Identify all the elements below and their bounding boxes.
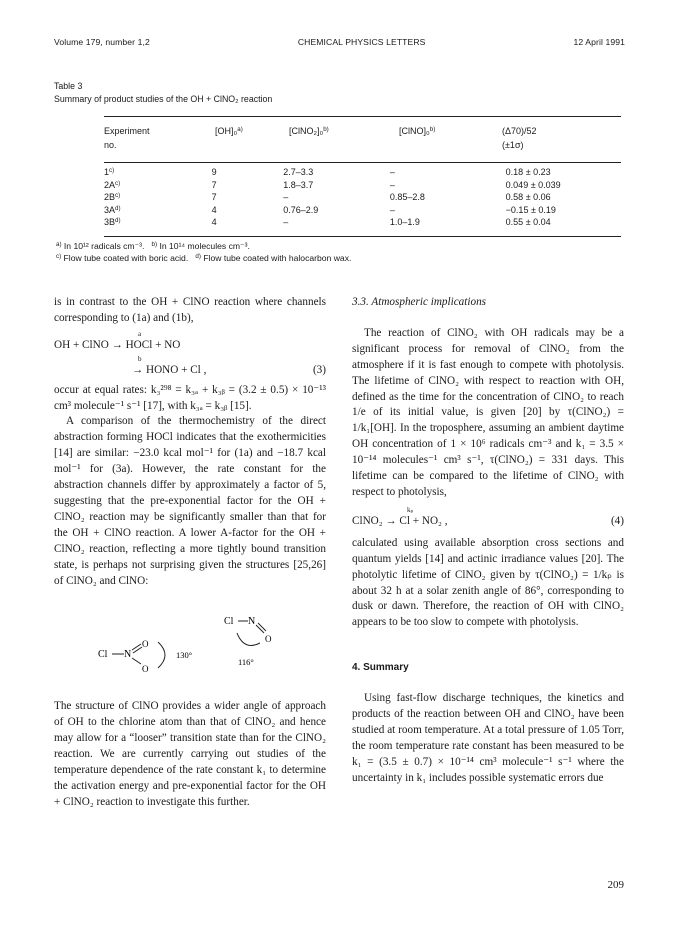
cell-clno2: 0.76–2.9: [283, 204, 319, 215]
footnote-c: Flow tube coated with boric acid.: [63, 252, 189, 263]
footnote-b: In 10¹⁴ molecules cm⁻³.: [159, 240, 250, 251]
table-row: [104, 180, 621, 193]
col-header-clno2: [ClNO₂]₀$^{b)}$: [289, 126, 329, 136]
cell-experiment: 1$^{c)}$: [104, 167, 115, 177]
cell-oh: 4: [211, 204, 217, 215]
eq4-rate-label: kₚ: [407, 505, 414, 514]
clno-angle-arc: [237, 633, 260, 645]
paragraph-photolysis: calculated using available absorption cross sections and quantum yields [14] and actinic irradiance values [20]. The photolytic lifetime of ClNO₂ given by τ(ClNO₂) = 1/kₚ is about 32 h at a solar zenith angle of 86°, corresponding to dusk or dawn. Therefore, the reaction of OH with ClNO₂ appears to be too slow to compete with photolysis.: [352, 536, 624, 629]
issue-date: 12 April 1991: [573, 37, 625, 47]
cell-experiment: 2A$^{c)}$: [104, 179, 121, 190]
journal-name: CHEMICAL PHYSICS LETTERS: [297, 37, 426, 47]
paragraph-rates: occur at equal rates: k₃²⁹⁸ = k₃ₐ + k₃ᵦ = (3.2 ± 0.5) × 10⁻¹³ cm³ molecule⁻¹ s⁻¹ [17], with k₃ₐ = k₃ᵦ [15].: [54, 383, 326, 412]
eq3-line-b: → HONO + Cl , (3): [54, 363, 326, 379]
eq4-number: (4): [610, 514, 624, 527]
cell-experiment: 3A$^{d)}$: [104, 204, 121, 215]
cell-clno: –: [389, 179, 395, 190]
eq3-branch-a-label: a: [138, 329, 142, 338]
cell-clno2: –: [283, 192, 289, 202]
cell-ratio: −0.15 ± 0.19: [505, 204, 556, 215]
paragraph-thermochemistry: A comparison of the thermochemistry of the direct abstraction forming HOCl indicates that the exothermicities [14] are similar: −23.0 kcal mol⁻¹ for (1a) and −18.7 kcal mol⁻¹ for (3a). However, the rate constant for the abstraction channels differ by approximately a factor of 5, suggesting that the pre-exponential factor for the OH + ClNO₂ reaction may be significantly smaller than that for the OH + ClNO reaction. A lower A-factor for the OH + ClNO₂ reaction, reflecting a more tightly bound transition state, is perhaps not surprising given the structures [25,26] of ClNO₂ and ClNO:: [54, 415, 326, 587]
cell-ratio: 0.049 ± 0.039: [505, 179, 561, 190]
cell-clno2: –: [283, 217, 289, 227]
cell-ratio: 0.18 ± 0.23: [505, 167, 551, 177]
running-header: [54, 36, 625, 48]
cell-oh: 9: [211, 167, 217, 177]
table-title: Summary of product studies of the OH + ClNO₂ reaction: [54, 93, 273, 104]
table-row: [104, 167, 621, 180]
volume-number: Volume 179, number 1,2: [54, 37, 150, 47]
clno2-n-o-bond-2: [132, 658, 141, 664]
table-header-row: [104, 117, 621, 162]
cell-oh: 7: [211, 179, 217, 190]
footnote-d: Flow tube coated with halocarbon wax.: [203, 252, 352, 263]
cell-ratio: 0.58 ± 0.06: [505, 192, 551, 202]
cell-clno2: 2.7–3.3: [283, 167, 314, 177]
table-footnotes: $^{a)}$ In 10¹² radicals cm⁻³. $^{b)}$ In 10¹⁴ molecules cm⁻³. $^{c)}$ Flow tube coated with boric acid. $^{d)}$ Flow tube coated with halocarbon wax.: [56, 240, 352, 263]
table-row: [104, 192, 621, 205]
eq3-branch-b-label: b: [138, 354, 142, 363]
clno-n-label: N: [248, 616, 256, 628]
clno-angle-label: 116°: [238, 657, 254, 668]
left-column: [54, 295, 326, 811]
clno-n-o-bond: [256, 625, 264, 633]
col-header-clno: [ClNO]₀$^{b)}$: [399, 126, 436, 136]
eq3-number: (3): [312, 363, 326, 376]
footnote-a: In 10¹² radicals cm⁻³.: [63, 240, 145, 251]
col-header-ratio: (Δ70)/52 (±1σ): [502, 126, 537, 151]
eq3-line-a: OH + ClNO → HOCl + NO: [54, 338, 181, 351]
section-heading-summary: 4. Summary: [352, 662, 409, 674]
table-row: [104, 217, 621, 230]
table-label: Table 3: [54, 81, 83, 91]
clno2-angle-label: 130°: [176, 650, 193, 661]
cell-oh: 7: [211, 192, 217, 202]
col-header-experiment: Experiment no.: [104, 126, 150, 151]
clno2-n-label: N: [124, 649, 132, 661]
structure-diagram: [54, 589, 326, 699]
cell-experiment: 2B$^{c)}$: [104, 192, 121, 202]
eq4-line: ClNO₂ → Cl + NO₂ , (4): [352, 514, 624, 530]
clno2-o-bottom: O: [142, 664, 149, 675]
cell-clno: –: [389, 204, 395, 215]
cell-clno: 0.85–2.8: [389, 192, 425, 202]
product-studies-table: [56, 116, 621, 264]
clno-cl-label: Cl: [224, 616, 234, 628]
paragraph-contrast: is in contrast to the OH + ClNO reaction where channels corresponding to (1a) and (1b),: [54, 296, 326, 324]
page-number: 209: [607, 879, 624, 891]
table-caption: [54, 80, 272, 106]
cell-clno: –: [389, 167, 395, 177]
cell-clno2: 1.8–3.7: [283, 179, 314, 190]
paragraph-atmospheric: The reaction of ClNO₂ with OH radicals may be a significant process for removal of ClNO₂ from the atmosphere if it is fast enough to compete with photolysis. The lifetime of ClNO₂ with respect to reaction with OH, defined as the time for the concentration of ClNO₂ to reach 1/e of its initial value, is given [20] by τ(ClNO₂) = 1/k₁[OH]. In the troposphere, assuming an ambient daytime OH concentration of 1 × 10⁶ radicals cm⁻³ and k₁ = 3.5 × 10⁻¹⁴ molecules⁻¹ cm³ s⁻¹, τ(ClNO₂) = 331 days. This lifetime can be compared to the lifetime of ClNO₂ with respect to photolysis,: [352, 326, 624, 498]
table-body: [104, 163, 621, 236]
col-header-oh: [OH]₀$^{a)}$: [215, 126, 243, 136]
table-row: [104, 205, 621, 218]
cell-oh: 4: [211, 217, 217, 227]
right-column: [352, 295, 624, 787]
clno2-o-top: O: [142, 639, 149, 650]
paragraph-summary: Using fast-flow discharge techniques, the kinetics and products of the reaction between OH and ClNO₂ have been studied at room temperature. At a total pressure of 1.05 Torr, the room temperature rate constant has been measured to be k₁ = (3.5 ± 0.7) × 10⁻¹⁴ cm³ molecule⁻¹ s⁻¹ where the uncertainty in k₁ includes possible systematic errors due: [352, 692, 624, 784]
cell-ratio: 0.55 ± 0.04: [505, 217, 551, 227]
molecular-structures: [54, 589, 326, 699]
clno2-cl-label: Cl: [98, 649, 108, 661]
paragraph-structure: The structure of ClNO provides a wider angle of approach of OH to the chlorine atom than that of ClNO₂ and hence may allow for a “looser” transition state than for the ClNO₂ reaction. We are currently carrying out studies of the temperature dependence of the rate constant k₁ to determine the activation energy and pre-exponential factor for the OH + ClNO₂ reaction to investigate this further.: [54, 700, 326, 808]
clno-n-o-bond-b: [258, 623, 266, 631]
section-heading-atmospheric: 3.3. Atmospheric implications: [352, 296, 487, 308]
clno-o-label: O: [265, 634, 272, 645]
cell-clno: 1.0–1.9: [389, 217, 420, 227]
clno2-angle-arc: [158, 642, 165, 668]
cell-experiment: 3B$^{d)}$: [104, 217, 121, 227]
